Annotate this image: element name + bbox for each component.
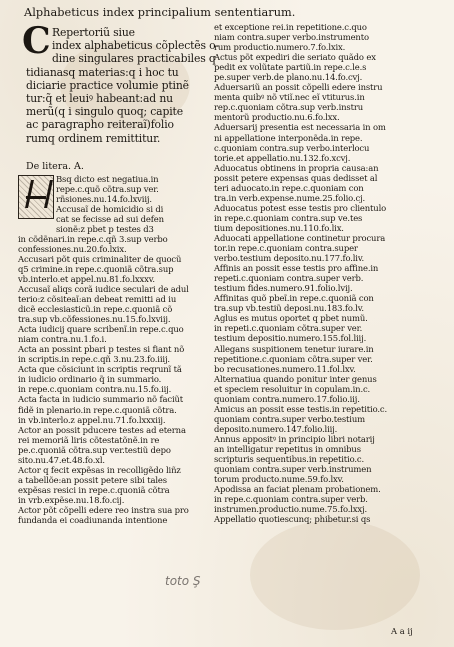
entry-line: et speciem resoluitur in copulam.in.c. bbox=[214, 383, 371, 394]
entry-line: rei memoriã liris cõtestatõnẽ.in re bbox=[18, 434, 160, 445]
entry-line: rum productio.numero.7.fo.lxix. bbox=[214, 42, 346, 53]
entry-line: Affinitas quõ pbeĩ.in repe.c.quoniã con bbox=[214, 293, 374, 304]
entry-line: Annus appositꝰ in principio libri notarij bbox=[214, 433, 375, 444]
entry-line: niam contra.super verbo.instrumento bbox=[214, 32, 369, 43]
entry-line: repeti.c.quoniam contra.super verb. bbox=[214, 273, 364, 284]
entry-line: torie.et appellatio.nu.132.fo.xcvj. bbox=[214, 152, 351, 163]
entry-line: an intelligatur repetitus in omnibus bbox=[214, 443, 361, 454]
handwritten-signature: toto Ş bbox=[165, 574, 201, 588]
title-line: dine singulares practicabiles q bbox=[52, 52, 216, 66]
entry-line: fidẽ in plenario.in repe.c.quoniã cõtra. bbox=[18, 404, 177, 415]
entry-line: vb.interlo.et appel.nu.81.fo.lxxxv. bbox=[18, 273, 155, 284]
entry-line: Acta an possint pbari p testes si fiant nõ bbox=[18, 344, 185, 355]
entry-line: quoniam contra.super verbo.testium bbox=[214, 413, 365, 424]
entry-line: verbo.testium deposito.nu.177.fo.liv. bbox=[214, 253, 365, 264]
left-column bbox=[18, 20, 220, 526]
title-line: index alphabeticus cõplectẽs o- bbox=[52, 39, 220, 53]
entry-line: menta quibꝰ nõ vtiĩ.nec eĩ vtiturus.in bbox=[214, 92, 365, 103]
entry-line: instrumen.productio.nume.75.fo.lxxj. bbox=[214, 504, 368, 515]
entry-line: Bsq dicto est negatiua.in bbox=[56, 173, 159, 184]
entry-line: tium depositiones.nu.110.fo.lix. bbox=[214, 222, 344, 233]
title-line: tidianasq materias:q i hoc tu bbox=[26, 65, 179, 79]
entry-line: Alternatiua quando ponitur inter genus bbox=[214, 373, 377, 384]
entry-line: Acta iudicij quare scribenĩ.in repe.c.quo bbox=[18, 324, 184, 335]
entry-line: in scriptis.in repe.c.qñ 3.nu.23.fo.iiij. bbox=[18, 354, 170, 365]
entry-line: Actor an possit pducere testes ad eterna bbox=[18, 424, 186, 435]
entry-line: tra.sup vb.cõfessiones.nu.15.fo.lxviij. bbox=[18, 314, 171, 325]
entry-line: quoniam contra.numero.17.folio.iij. bbox=[214, 393, 360, 404]
title-line: diciarie practice volumie ptinẽ bbox=[26, 78, 189, 92]
entry-line: sionẽ:z pbet p testes d3 bbox=[56, 224, 154, 235]
entry-line: tra.in verb.expense.nume.25.folio.cj. bbox=[214, 192, 366, 203]
entry-line: Accusari põt quis criminaliter de quocũ bbox=[18, 253, 182, 264]
entry-line: in iudicio ordinario q̃ in summario. bbox=[18, 374, 162, 385]
running-header: Alphabeticus index principalium sententiarum. bbox=[24, 6, 296, 19]
title-line: ac paragrapho reiteraĩ)folio bbox=[26, 118, 174, 132]
entry-line: possit petere expensas quas dedisset al bbox=[214, 172, 378, 183]
entry-line: Actor põt cõpelli edere reo instra sua pro bbox=[18, 505, 189, 515]
entry-line: in repeti.c.quoniam cõtra.super ver. bbox=[214, 323, 363, 334]
entry-line: in repe.c.quoniam contra.sup ve.tes bbox=[214, 212, 363, 223]
title-line: Repertoriũ siue bbox=[52, 26, 135, 39]
entry-line: pe.super verb.de plano.nu.14.fo.cvj. bbox=[214, 72, 363, 83]
entry-line: repetitione.c.quoniam cõtra.super ver. bbox=[214, 353, 373, 364]
entry-line: niam contra.nu.1.fo.i. bbox=[18, 334, 107, 345]
entry-line: torum producto.nume.59.fo.lxv. bbox=[214, 474, 344, 485]
entry-line: a tabellõe:an possit petere sibi tales bbox=[18, 474, 167, 485]
entry-line: mentorũ productio.nu.6.fo.lxx. bbox=[214, 112, 340, 123]
entry-line: Affinis an possit esse testis pro affine.in bbox=[214, 263, 379, 274]
entry-line: rep.c.quoniam cõtra.sup verb.instru bbox=[214, 102, 364, 113]
signature-mark: A a ij bbox=[391, 626, 413, 636]
title-line: rumq ordinem remittitur. bbox=[26, 131, 161, 145]
entry-line: Apodissa an faciat plenam probationem. bbox=[214, 484, 381, 495]
entry-line: repe.c.quõ cõtra.sup ver. bbox=[56, 183, 159, 194]
entry-line: expẽsas resici in repe.c.quoniã cõtra bbox=[18, 484, 170, 495]
entry-line: Appellatio quotiescunq; phibetur.si qs bbox=[214, 514, 371, 525]
title-line: merũ(q i singulo quoq; capite bbox=[26, 105, 183, 119]
entry-line: c.quoniam contra.sup verbo.interlocu bbox=[214, 142, 370, 153]
entry-line: in repe.c.quoniam contra.super verb. bbox=[214, 494, 368, 505]
entry-line: Amicus an possit esse testis.in repetitio.c. bbox=[214, 403, 388, 414]
entry-line: Actus põt expediri die seriato quãdo ex bbox=[214, 52, 376, 63]
entry-line: q5 crimine.in repe.c.quoniã cõtra.sup bbox=[18, 263, 174, 274]
entry-line: rñsiones.nu.14.fo.lxviij. bbox=[56, 193, 152, 204]
entry-line: Aduersarij presentia est necessaria in om bbox=[214, 122, 386, 133]
entry-line: dicẽ ecclesiasticũ.in repe.c.quoniã cõ bbox=[18, 304, 173, 315]
entry-line: Allegans suspitionem tenetur iurare.in bbox=[214, 343, 374, 354]
entry-line: confessiones.nu.20.fo.lxix. bbox=[18, 244, 127, 255]
entry-line: fundanda ei coadiunanda intentione bbox=[18, 515, 168, 526]
entry-line: cat se fecisse ad sui defen bbox=[56, 214, 164, 225]
entry-line: testium fides.numero.91.folio.lvij. bbox=[214, 283, 353, 294]
entry-line: Accusaĩ aliqs corã iudice seculari de adul bbox=[18, 283, 189, 294]
entry-line: Aduersariũ an possit cõpelli edere instru bbox=[214, 82, 383, 93]
entry-line: Acta facta in iudicio summario nõ faciũt bbox=[18, 394, 184, 405]
entry-line: Aduocatus potest esse testis pro clientulo bbox=[214, 202, 387, 213]
entry-line: Acta que cõsiciunt in scriptis reqrunĩ tã bbox=[18, 364, 182, 375]
entry-line: in vb.interlo.z appel.nu.71.fo.lxxxiij. bbox=[18, 414, 166, 425]
entry-line: deposito.numero.147.folio.liij. bbox=[214, 423, 338, 434]
entry-line: in cõdẽnari.in repe.c.qñ 3.sup verbo bbox=[18, 234, 168, 245]
entry-line: testium depositio.numero.155.fol.liij. bbox=[214, 333, 367, 344]
right-column bbox=[214, 22, 444, 524]
entry-line: Actor q fecit expẽsas in recolligẽdo liñz bbox=[18, 464, 181, 475]
paper-stain bbox=[250, 520, 420, 630]
ornamental-letter-a-icon bbox=[18, 175, 54, 219]
title-line: tur:q̃ et leuiꝰ habeant:ad nu bbox=[26, 92, 173, 106]
entry-line: bo recusationes.numero.11.fol.lxv. bbox=[214, 363, 356, 374]
entry-line: et exceptione rei.in repetitione.c.quo bbox=[214, 22, 367, 32]
entry-line: in vrb.expẽse.nu.18.fo.cij. bbox=[18, 494, 125, 505]
entry-line: pedit ex volũtate partiũ.in repe.c.le.s bbox=[214, 62, 367, 73]
entry-line: Aduocati appellatione continetur procura bbox=[214, 232, 386, 243]
title-block bbox=[22, 20, 220, 145]
title-lines bbox=[26, 26, 220, 145]
entry-line: tra.sup vb.testiũ deposi.nu.183.fo.lv. bbox=[214, 303, 364, 314]
entry-line: scripturis sequentibus.in repetitio.c. bbox=[214, 454, 365, 465]
entry-line: in repe.c.quoniam contra.nu.15.fo.iij. bbox=[18, 384, 172, 395]
entry-line: Accusaĩ de homicidio si di bbox=[56, 203, 164, 214]
decorated-initial-c: C bbox=[22, 20, 51, 62]
left-entries bbox=[18, 254, 214, 525]
entry-line: Aduocatus obtinens in propria causa:an bbox=[214, 162, 379, 173]
entry-line: sito.nu.47.et.48.fo.xl. bbox=[18, 454, 105, 465]
entry-line: pe.c.quoniã cõtra.sup ver.testiũ depo bbox=[18, 444, 171, 455]
entry-line: Aglus es mutus oportet q pbet numũ. bbox=[214, 313, 368, 324]
section-heading: De litera. A. bbox=[26, 160, 84, 172]
entry-line: quoniam contra.super verb.instrumen bbox=[214, 464, 372, 475]
entry-line: teri aduocato.in repe.c.quoniam con bbox=[214, 182, 364, 193]
initial-entry bbox=[18, 174, 214, 254]
entry-line: terio:z cõsiteaĩ:an debeat remitti ad iu bbox=[18, 294, 177, 305]
entry-line: ni appellatione interponẽda.in repe. bbox=[214, 132, 363, 143]
entry-line: tor.in repe.c.quoniam contra.super bbox=[214, 243, 358, 254]
